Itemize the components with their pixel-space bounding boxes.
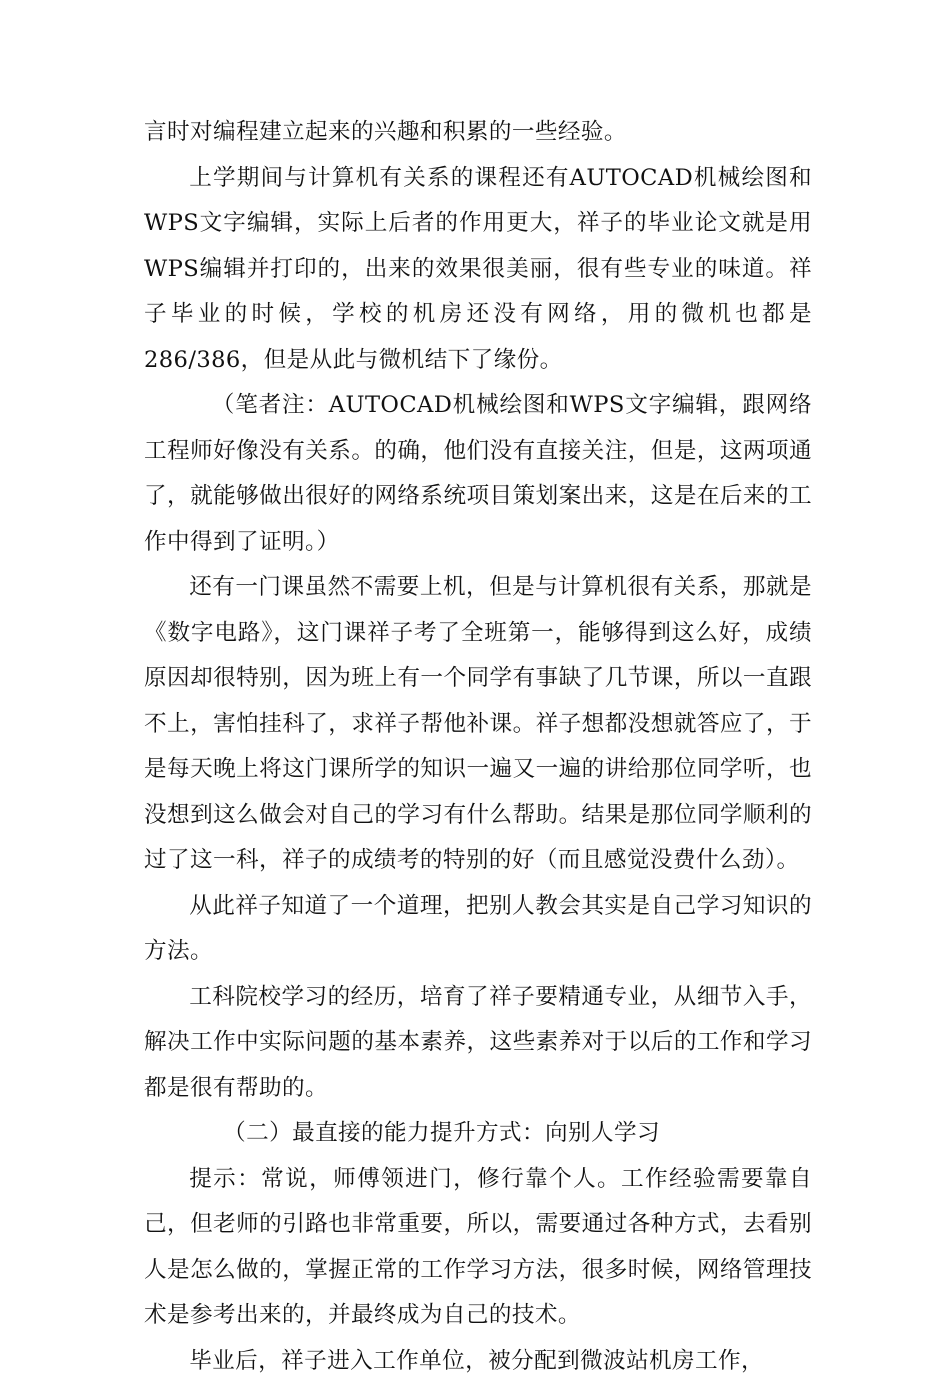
paragraph-digital-circuits: 还有一门课虽然不需要上机，但是与计算机很有关系，那就是《数字电路》，这门课祥子考了全班第一，能够得到这么好，成绩原因却很特别，因为班上有一个同学有事缺了几节课，所以一直跟不上，害怕挂科了，求祥子帮他补课。祥子想都没想就答应了，于是每天晚上将这门课所学的知识一遍又一遍的讲给那位同学听，也没想到这么做会对自己的学习有什么帮助。结果是那位同学顺利的过了这一科，祥子的成绩考的特别的好（而且感觉没费什么劲）。 [144, 565, 812, 884]
section-heading: （二）最直接的能力提升方式：向别人学习 [144, 1111, 812, 1157]
paragraph-lesson: 从此祥子知道了一个道理，把别人教会其实是自己学习知识的方法。 [144, 884, 812, 975]
paragraph-after-graduation: 毕业后，祥子进入工作单位，被分配到微波站机房工作， [144, 1339, 812, 1384]
paragraph-courses: 上学期间与计算机有关系的课程还有AUTOCAD机械绘图和WPS文字编辑，实际上后者的作用更大，祥子的毕业论文就是用WPS编辑并打印的，出来的效果很美丽，很有些专业的味道。祥子毕业的时候，学校的机房还没有网络，用的微机也都是286/386，但是从此与微机结下了缘份。 [144, 156, 812, 384]
paragraph-continuation: 言时对编程建立起来的兴趣和积累的一些经验。 [144, 110, 812, 156]
paragraph-author-note: （笔者注：AUTOCAD机械绘图和WPS文字编辑，跟网络工程师好像没有关系。的确，他们没有直接关注，但是，这两项通了，就能够做出很好的网络系统项目策划案出来，这是在后来的工作中得到了证明。） [144, 383, 812, 565]
document-body [144, 110, 812, 1384]
paragraph-tip: 提示：常说，师傅领进门，修行靠个人。工作经验需要靠自己，但老师的引路也非常重要，所以，需要通过各种方式，去看别人是怎么做的，掌握正常的工作学习方法，很多时候，网络管理技术是参考出来的，并最终成为自己的技术。 [144, 1157, 812, 1339]
paragraph-engineering-school: 工科院校学习的经历，培育了祥子要精通专业，从细节入手，解决工作中实际问题的基本素养，这些素养对于以后的工作和学习都是很有帮助的。 [144, 975, 812, 1112]
